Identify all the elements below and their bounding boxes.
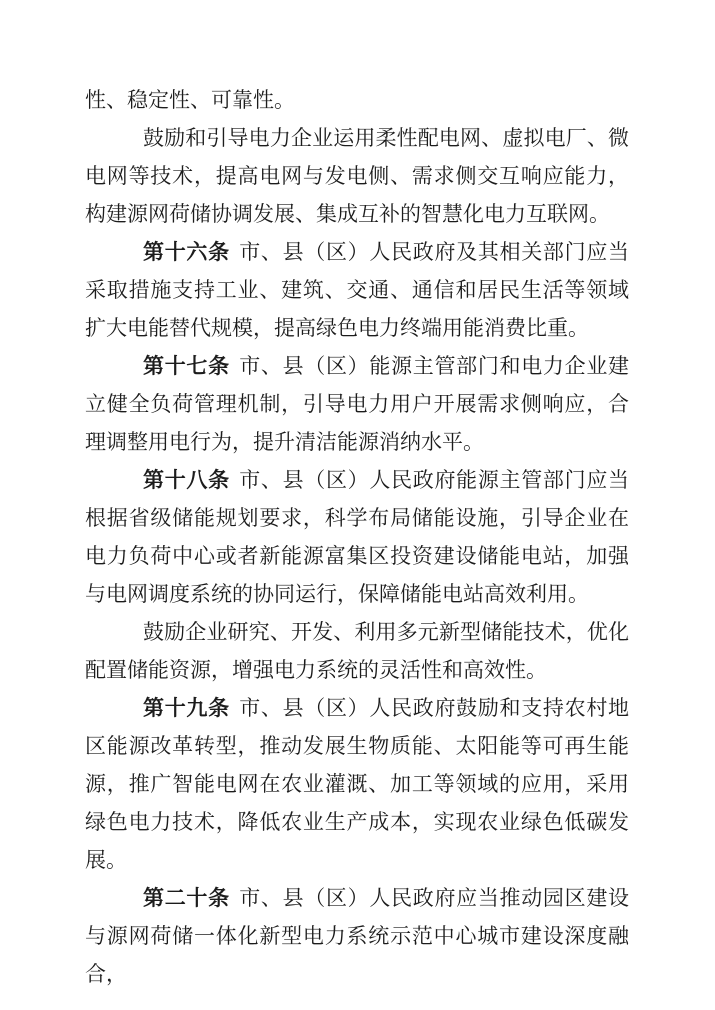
paragraph-text: 市、县（区）人民政府鼓励和支持农村地区能源改革转型，推动发展生物质能、太阳能等可再生能源，推广智能电网在农业灌溉、加工等领域的应用，采用绿色电力技术，降低农业生产成本，实现农业绿色低碳发展。 — [85, 696, 630, 872]
paragraph — [85, 689, 629, 879]
article-number: 第十八条 — [143, 468, 230, 492]
paragraph — [85, 347, 629, 461]
paragraph-text: 性、稳定性、可靠性。 — [85, 88, 295, 112]
paragraph — [85, 233, 629, 347]
paragraph — [85, 119, 629, 233]
paragraph-text: 鼓励企业研究、开发、利用多元新型储能技术，优化配置储能资源，增强电力系统的灵活性和高效性。 — [85, 620, 629, 682]
paragraph — [85, 613, 629, 689]
paragraph — [85, 461, 629, 613]
paragraph-text: 市、县（区）能源主管部门和电力企业建立健全负荷管理机制，引导电力用户开展需求侧响应，合理调整用电行为，提升清洁能源消纳水平。 — [85, 354, 630, 454]
article-number: 第十六条 — [143, 240, 230, 264]
paragraph — [85, 81, 629, 119]
paragraph-text: 市、县（区）人民政府应当推动园区建设与源网荷储一体化新型电力系统示范中心城市建设深度融合， — [85, 886, 630, 986]
paragraph-text: 市、县（区）人民政府及其相关部门应当采取措施支持工业、建筑、交通、通信和居民生活等领域扩大电能替代规模，提高绿色电力终端用能消费比重。 — [85, 240, 630, 340]
paragraph-text: 鼓励和引导电力企业运用柔性配电网、虚拟电厂、微电网等技术，提高电网与发电侧、需求侧交互响应能力，构建源网荷储协调发展、集成互补的智慧化电力互联网。 — [85, 126, 629, 226]
article-number: 第二十条 — [143, 886, 230, 910]
article-number: 第十九条 — [143, 696, 230, 720]
paragraph — [85, 879, 629, 993]
paragraph-text: 市、县（区）人民政府能源主管部门应当根据省级储能规划要求，科学布局储能设施，引导企业在电力负荷中心或者新能源富集区投资建设储能电站，加强与电网调度系统的协同运行，保障储能电站高效利用。 — [85, 468, 630, 606]
document-text-block — [85, 81, 629, 993]
article-number: 第十七条 — [143, 354, 230, 378]
